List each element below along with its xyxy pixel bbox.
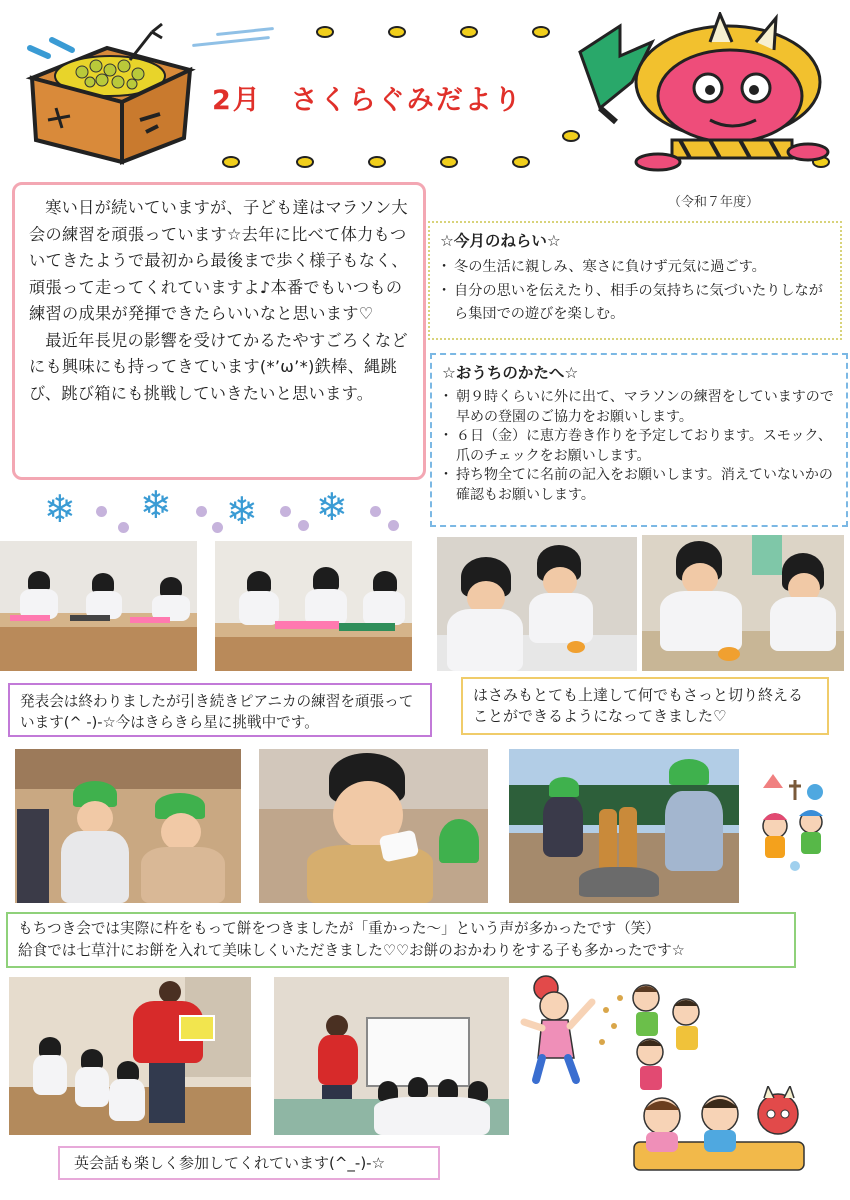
red-oni-icon [560,12,840,172]
fiscal-year: （令和７年度） [668,195,760,210]
snowflake-icon: ❄ [140,483,172,527]
kids-with-oni-icon [628,1086,808,1172]
intro-paragraph: 最近年長児の影響を受けてかるたやすごろくなどにも興味にも持ってきています(*’ω’*)鉄棒、縄跳び、跳び箱にも挑戦していきたいと思います。 [29,330,408,403]
photo-scissors-1 [437,537,637,671]
aims-heading: ☆今月のねらい☆ [440,232,561,250]
monthly-aims-box [428,221,842,340]
snowflake-icon: ❄ [316,485,348,529]
caption-english: 英会話も楽しく参加してくれています(^_-)-☆ [58,1146,440,1180]
kids-playing-snow-icon [755,770,833,874]
caption-mochi-line: 給食では七草汁にお餅を入れて美味しくいただきました♡♡お餅のおかわりをする子も多かったです☆ [18,942,685,959]
photo-pianica-1 [0,541,197,671]
aims-item: ・ 冬の生活に親しみ、寒さに負けず元気に過ごす。 [440,256,830,280]
caption-pianica: 発表会は終わりましたが引き続きピアニカの練習を頑張っています(^ -)-☆今はきらきら星に挑戦中です。 [8,683,432,737]
photo-english-1 [9,977,251,1135]
snowflake-icon: ❄ [226,489,258,533]
header [0,0,850,180]
caption-scissors: はさみもとても上達して何でもさっと切り終えることができるようになってきました♡ [461,677,829,735]
home-notes-item: ・ 持ち物全てに名前の記入をお願いします。消えていないかの確認もお願いします。 [442,466,838,505]
bean-throwing-kids-icon [518,972,728,1100]
photo-english-2 [274,977,509,1135]
snowflake-divider [0,484,430,540]
intro-paragraph: 寒い日が続いていますが、子ども達はマラソン大会の練習を頑張っています☆去年に比べて体力もついてきたようで最初から最後まで歩く様子もなく、頑張って走ってくれていますよ♪本番でもいつもの練習の成果が発揮できたらいいなと思います♡ [29,198,408,323]
photo-mochi-1 [15,749,241,903]
photo-mochi-3 [509,749,739,903]
home-notes-item: ・ 朝９時くらいに外に出て、マラソンの練習をしていますので早めの登園のご協力をお願いします。 [442,388,838,427]
home-notes-box [430,353,848,527]
snowflake-icon: ❄ [44,487,76,531]
home-notes-heading: ☆おうちのかたへ☆ [442,364,579,382]
aims-item: ・ 自分の思いを伝えたり、相手の気持ちに気づいたりしながら集団での遊びを楽しむ。 [440,280,830,327]
photo-pianica-2 [215,541,412,671]
caption-mochi [6,912,796,968]
caption-mochi-line: もちつき会では実際に杵をもって餅をつきましたが「重かった～」という声が多かったです（笑） [18,920,660,937]
photo-mochi-2 [259,749,488,903]
bean-box-icon [12,20,212,170]
home-notes-item: ・ ６日（金）に恵方巻き作りを予定しております。スモック、爪のチェックをお願いします。 [442,427,838,466]
photo-scissors-2 [642,535,844,671]
intro-message-box [12,182,426,480]
page-title: 2月 さくらぐみだより [212,85,523,116]
